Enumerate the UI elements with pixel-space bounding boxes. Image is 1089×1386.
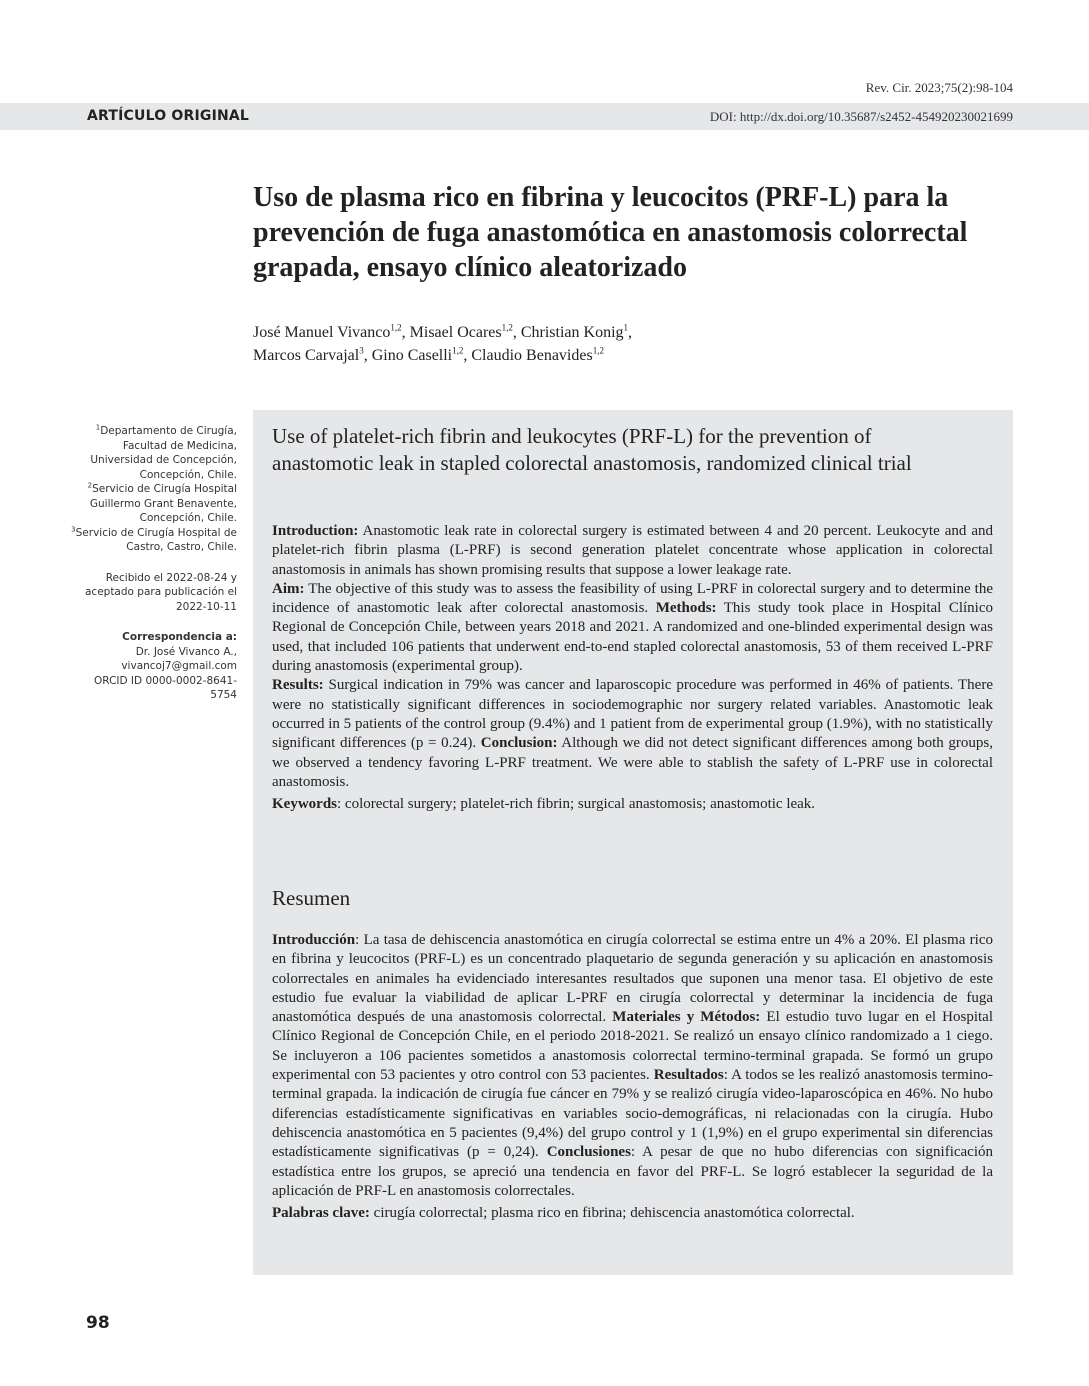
affiliation-3: $^3$Servicio de Cirugía Hospital de Castro, Castro, Chile.	[71, 525, 237, 553]
spanish-keywords: Palabras clave: cirugía colorrectal; plasma rico en fibrina; dehiscencia anastomótica colorrectal.	[272, 1205, 855, 1222]
spanish-abstract-text: Introducción: La tasa de dehiscencia anastomótica en cirugía colorrectal se estima entre un 4% a 20%. El plasma rico en fibrina y leucocitos (PRF-L) es un concentrado plaquetario de segunda generación y su aplicación en anastomosis colorrectales en animales ha evidenciado interesantes resultados que suponen una menor tasa. El objetivo de este estudio fue evaluar la viabilidad de aplicar L-PRF en cirugía colorrectal y determinar la incidencia de fuga anastomótica después de una anastomosis colorrectal. Materiales y Métodos: El estudio tuvo lugar en el Hospital Clínico Regional de Concepción Chile, en el periodo 2018-2021. Se realizó un ensayo clínico randomizado a 1 ciego. Se incluyeron a 106 pacientes sometidos a anastomosis colorrectal termino-terminal grapada. Se formó un grupo experimental con 53 pacientes y otro control con 53 pacientes. Resultados: A todos se les realizó anastomosis termino-terminal grapada. la indicación de cirugía fue cáncer en 79% y se realizó cirugía video-laparoscópica en 46%. No hubo diferencias estadísticamente significativas en variables socio-demográficas, ni relacionadas con la cirugía. Hubo dehiscencia anastomótica en 5 pacientes (9,4%) del grupo control y 1 (1,9%) en el grupo experimental sin diferencias estadísticamente significativas (p = 0,24). Conclusiones: A pesar de que no hubo diferencias con significación estadística entre los grupos, se apreció una tendencia en favor del PRF-L. Se logró establecer la seguridad de la aplicación de PRF-L en anastomosis colorrectales.	[272, 932, 993, 1199]
affiliation-2: $^2$Servicio de Cirugía Hospital Guillermo Grant Benavente, Concepción, Chile.	[87, 481, 237, 524]
abstract-box	[253, 410, 1013, 1275]
affiliation-1: $^1$Departamento de Cirugía, Facultad de Medicina, Universidad de Concepción, Concepción, Chile.	[90, 423, 237, 481]
correspondence-name: Dr. José Vivanco A.,	[135, 645, 237, 658]
received-dates: Recibido el 2022-08-24 y aceptado para publicación el 2022-10-11	[84, 571, 237, 613]
page-number: 98	[86, 1313, 110, 1333]
journal-reference: Rev. Cir. 2023;75(2):98-104	[865, 80, 1013, 95]
correspondence	[70, 630, 237, 703]
english-title: Use of platelet-rich fibrin and leukocytes (PRF-L) for the prevention of anastomotic leak in stapled colorectal anastomosis, randomized clinical trial	[272, 424, 912, 475]
author: José Manuel Vivanco$^{1,2}$,	[253, 322, 410, 341]
correspondence-email[interactable]: vivancoj7@gmail.com	[121, 660, 237, 672]
affiliations	[70, 424, 237, 555]
english-keywords: Keywords: colorectal surgery; platelet-rich fibrin; surgical anastomosis; anastomotic leak.	[272, 796, 816, 813]
correspondence-label: Correspondencia a:	[122, 631, 237, 643]
resumen-title: Resumen	[272, 886, 351, 910]
article-title: Uso de plasma rico en fibrina y leucocitos (PRF-L) para la prevención de fuga anastomótica en anastomosis colorrectal grapada, ensayo clínico aleatorizado	[253, 182, 968, 283]
english-abstract	[272, 522, 993, 814]
author-list	[253, 321, 1013, 367]
english-abstract-text: Introduction: Anastomotic leak rate in colorectal surgery is estimated between 4 and 20 percent. Leukocyte and and platelet-rich fibrin plasma (L-PRF) is second generation platelet concentrate whose application in colorectal anastomosis in animals has shown promising results that suppose a lower leakage rate. Aim: The objective of this study was to assess the feasibility of using L-PRF in colorectal surgery and to determine the incidence of anastomotic leak after colorectal anastomosis. Methods: This study took place in Hospital Clínico Regional de Concepción Chile, between years 2018 and 2021. A randomized and one-blinded experimental design was used, that included 106 patients that underwent end-to-end stapled colorectal anastomosis, 53 of them received L-PRF during anastomosis (experimental group). Results: Surgical indication in 79% was cancer and laparoscopic procedure was performed in 46% of patients. There were no statistically significant differences in sociodemographic nor surgery related variables. Anastomotic leak occurred in 5 patients of the control group (9.4%) and 1 patient from de experimental group (1.9%), with no statistically significant differences (p = 0.24). Conclusion: Although we did not detect significant differences among both groups, we observed a tendency favoring L-PRF treatment. We were able to stablish the safety of L-PRF use in colorectal anastomosis.	[272, 523, 994, 790]
doi-link[interactable]: DOI: http://dx.doi.org/10.35687/s2452-454920230021699	[709, 109, 1013, 124]
author: Claudio Benavides$^{1,2}$	[471, 345, 604, 364]
section-label: ARTÍCULO ORIGINAL	[87, 108, 250, 124]
orcid-id: ORCID ID 0000-0002-8641-5754	[94, 674, 237, 701]
author: Marcos Carvajal$^3$,	[253, 345, 372, 364]
header-band	[0, 103, 1089, 130]
author: Gino Caselli$^{1,2}$,	[371, 345, 472, 364]
spanish-abstract	[272, 931, 993, 1223]
author: Christian Konig$^1$,	[520, 322, 633, 341]
article-sidebar	[70, 424, 237, 719]
author: Misael Ocares$^{1,2}$,	[409, 322, 521, 341]
